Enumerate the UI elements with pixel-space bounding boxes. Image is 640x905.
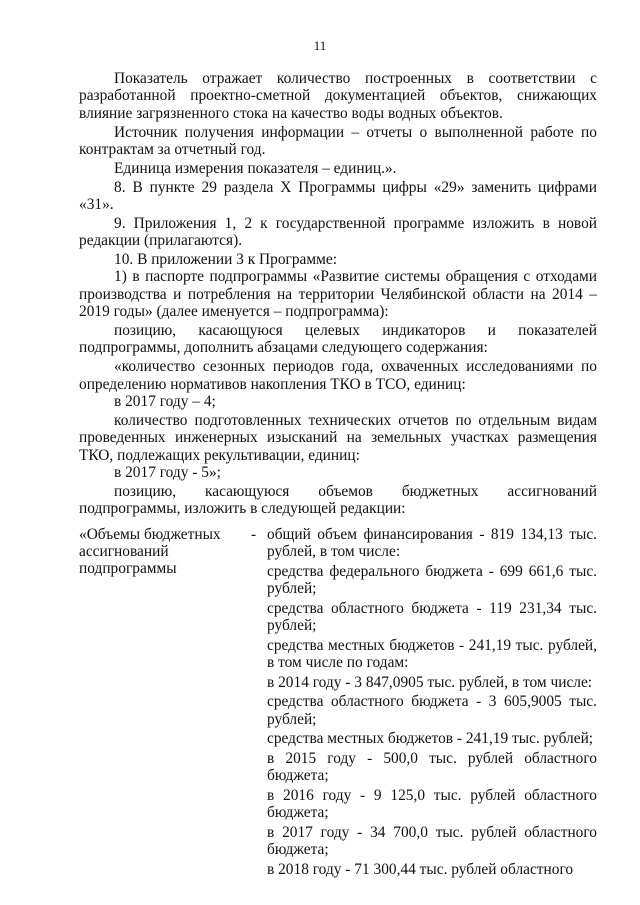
- budget-line-2015: в 2015 году - 500,0 тыс. рублей областного бюджета;: [267, 749, 597, 785]
- budget-line-federal: средства федерального бюджета - 699 661,6 тыс. рублей;: [267, 562, 597, 598]
- budget-label-line: ассигнований: [79, 543, 169, 561]
- budget-line-2018: в 2018 году - 71 300,44 тыс. рублей областного: [267, 860, 574, 878]
- budget-allocations-table: [79, 526, 597, 881]
- budget-line-total: общий объем финансирования - 819 134,13 тыс. рублей, в том числе:: [267, 525, 597, 561]
- paragraph-item-8: 8. В пункте 29 раздела X Программы цифры «29» заменить цифрами «31».: [79, 178, 597, 214]
- paragraph-subprogram-passport: 1) в паспорте подпрограммы «Развитие системы обращения с отходами производства и потребления на территории Челябинской области на 2014 – 2019 годы» (далее именуется – подпрограмма):: [79, 268, 597, 321]
- budget-line-2014: в 2014 году - 3 847,0905 тыс. рублей, в том числе:: [267, 673, 593, 691]
- budget-line-2014-regional: средства областного бюджета - 3 605,9005 тыс. рублей;: [267, 693, 597, 728]
- paragraph-target-indicators: позицию, касающуюся целевых индикаторов и показателей подпрограммы, дополнить абзацами следующего содержания:: [79, 322, 597, 357]
- paragraph-2017-value-4: в 2017 году – 4;: [114, 393, 216, 411]
- budget-line-2017: в 2017 году - 34 700,0 тыс. рублей областного бюджета;: [267, 823, 597, 859]
- budget-label: [79, 526, 251, 881]
- paragraph-item-10: 10. В приложении 3 к Программе:: [114, 251, 337, 269]
- budget-line-2014-local: средства местных бюджетов - 241,19 тыс. рублей;: [267, 730, 594, 748]
- paragraph-indicator-description: Показатель отражает количество построенных в соответствии с разработанной проектно-сметной документацией объектов, снижающих влияние загрязненного стока на качество воды водных объектов.: [79, 70, 597, 122]
- document-body: [79, 70, 597, 880]
- paragraph-budget-allocations: позицию, касающуюся объемов бюджетных ассигнований подпрограммы, изложить в следующей редакции:: [79, 482, 597, 518]
- page-number: 11: [313, 38, 327, 53]
- budget-label-line: «Объемы бюджетных: [79, 525, 221, 543]
- paragraph-info-source: Источник получения информации – отчеты о выполненной работе по контрактам за отчетный год.: [79, 123, 597, 159]
- budget-label-line: подпрограммы: [79, 560, 177, 578]
- budget-line-local: средства местных бюджетов - 241,19 тыс. рублей, в том числе по годам:: [267, 636, 597, 672]
- budget-line-2016: в 2016 году - 9 125,0 тыс. рублей областного бюджета;: [267, 786, 597, 822]
- budget-line-regional: средства областного бюджета - 119 231,34 тыс. рублей;: [267, 599, 597, 635]
- budget-dash: -: [251, 525, 257, 543]
- budget-details: [267, 526, 597, 881]
- paragraph-2017-value-5: в 2017 году - 5»;: [114, 464, 221, 482]
- paragraph-technical-reports: количество подготовленных технических отчетов по отдельным видам проведенных инженерных изысканий на земельных участках размещения ТКО, подлежащих рекультивации, единиц:: [79, 411, 597, 464]
- paragraph-item-9: 9. Приложения 1, 2 к государственной программе изложить в новой редакции (прилагаются).: [79, 214, 597, 250]
- paragraph-seasonal-periods: «количество сезонных периодов года, охваченных исследованиями по определению нормативов накопления ТКО в ТСО, единиц:: [79, 358, 597, 393]
- paragraph-unit: Единица измерения показателя – единиц.».: [114, 159, 397, 177]
